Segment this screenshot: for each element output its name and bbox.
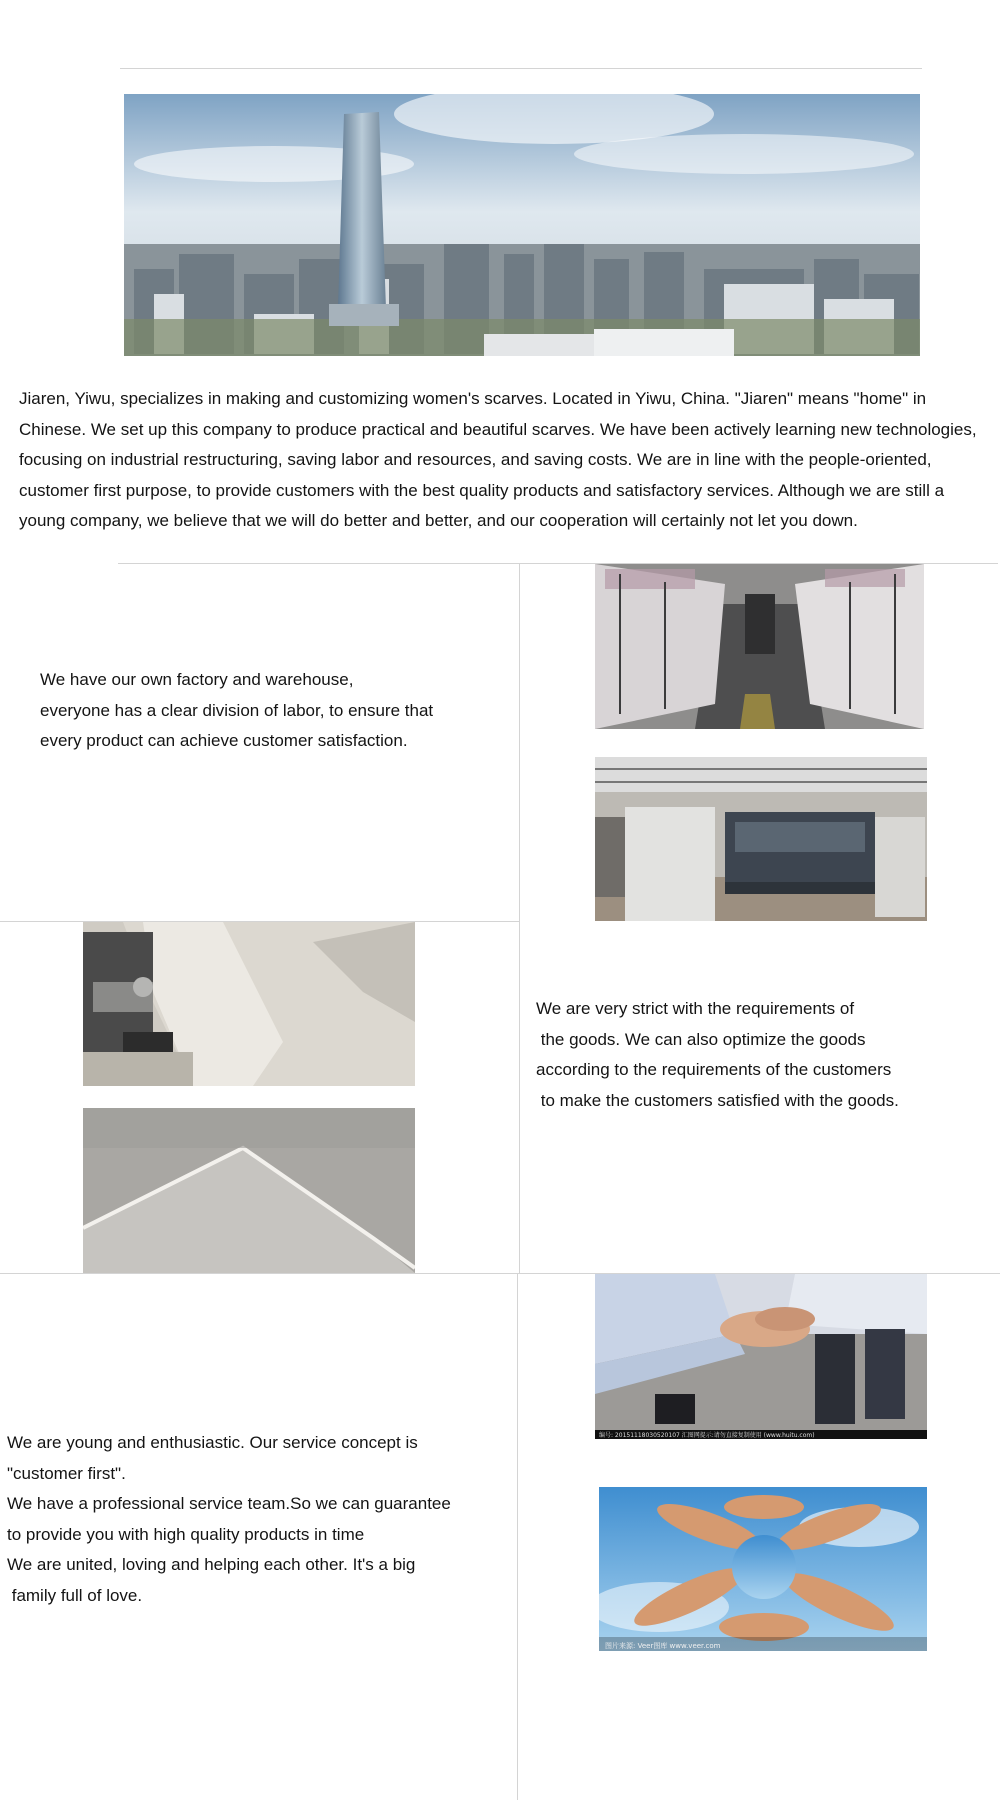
team-line: We have a professional service team.So we can guarantee: [7, 1494, 451, 1513]
team-line: family full of love.: [7, 1585, 143, 1605]
quality-text: [536, 994, 899, 1116]
factory-line: every product can achieve customer satisfaction.: [40, 731, 408, 750]
team-line: "customer first".: [7, 1463, 126, 1483]
hands-circle-photo: [599, 1487, 927, 1651]
warehouse-photo: [595, 564, 924, 729]
intro-line: Jiaren, Yiwu, specializes in making and customizing women's scarves. Located in Yiwu, China. "Jiaren" means "home" in: [19, 389, 927, 408]
hands-photo-caption: 图片来源: Veer图库 www.veer.com: [605, 1642, 721, 1650]
team-text: [7, 1428, 451, 1611]
quality-line: according to the requirements of the customers: [536, 1060, 892, 1079]
factory-line: everyone has a clear division of labor, to ensure that: [40, 700, 434, 720]
factory-text: [40, 665, 433, 757]
teamwork-hands-photo: [595, 1274, 927, 1439]
printing-machine-photo: [595, 757, 927, 921]
team-line: We are united, loving and helping each other. It's a big: [7, 1555, 416, 1574]
city-skyline-photo: [124, 94, 920, 356]
quality-line: to make the customers satisfied with the goods.: [536, 1090, 899, 1110]
factory-line: We have our own factory and warehouse,: [40, 670, 354, 689]
top-divider: [120, 68, 922, 69]
quality-line: We are very strict with the requirements of: [536, 999, 855, 1018]
scarf-hem-photo: [83, 1108, 415, 1273]
intro-line: young company, we believe that we will do better and better, and our cooperation will certainly not let you down.: [19, 511, 858, 530]
sewing-fabric-photo: [83, 922, 415, 1086]
intro-paragraph: [19, 384, 977, 537]
intro-line: focusing on industrial restructuring, saving labor and resources, and saving costs. We are in line with the people-oriented,: [19, 450, 932, 469]
column-divider-1: [519, 563, 520, 1273]
quality-line: the goods. We can also optimize the goods: [536, 1029, 866, 1049]
intro-line: customer first purpose, to provide customers with the best quality products and satisfactory services. Although we are still a: [19, 480, 945, 500]
column-divider-2: [517, 1273, 518, 1800]
team-line: to provide you with high quality products in time: [7, 1524, 365, 1544]
team-line: We are young and enthusiastic. Our service concept is: [7, 1433, 418, 1452]
teamwork-photo-caption: 编号: 20151118030520107 汇图网提示:请勿直接复制使用 (www.huitu.com): [599, 1432, 815, 1439]
intro-line: Chinese. We set up this company to produce practical and beautiful scarves. We have been actively learning new technologies,: [19, 419, 977, 439]
